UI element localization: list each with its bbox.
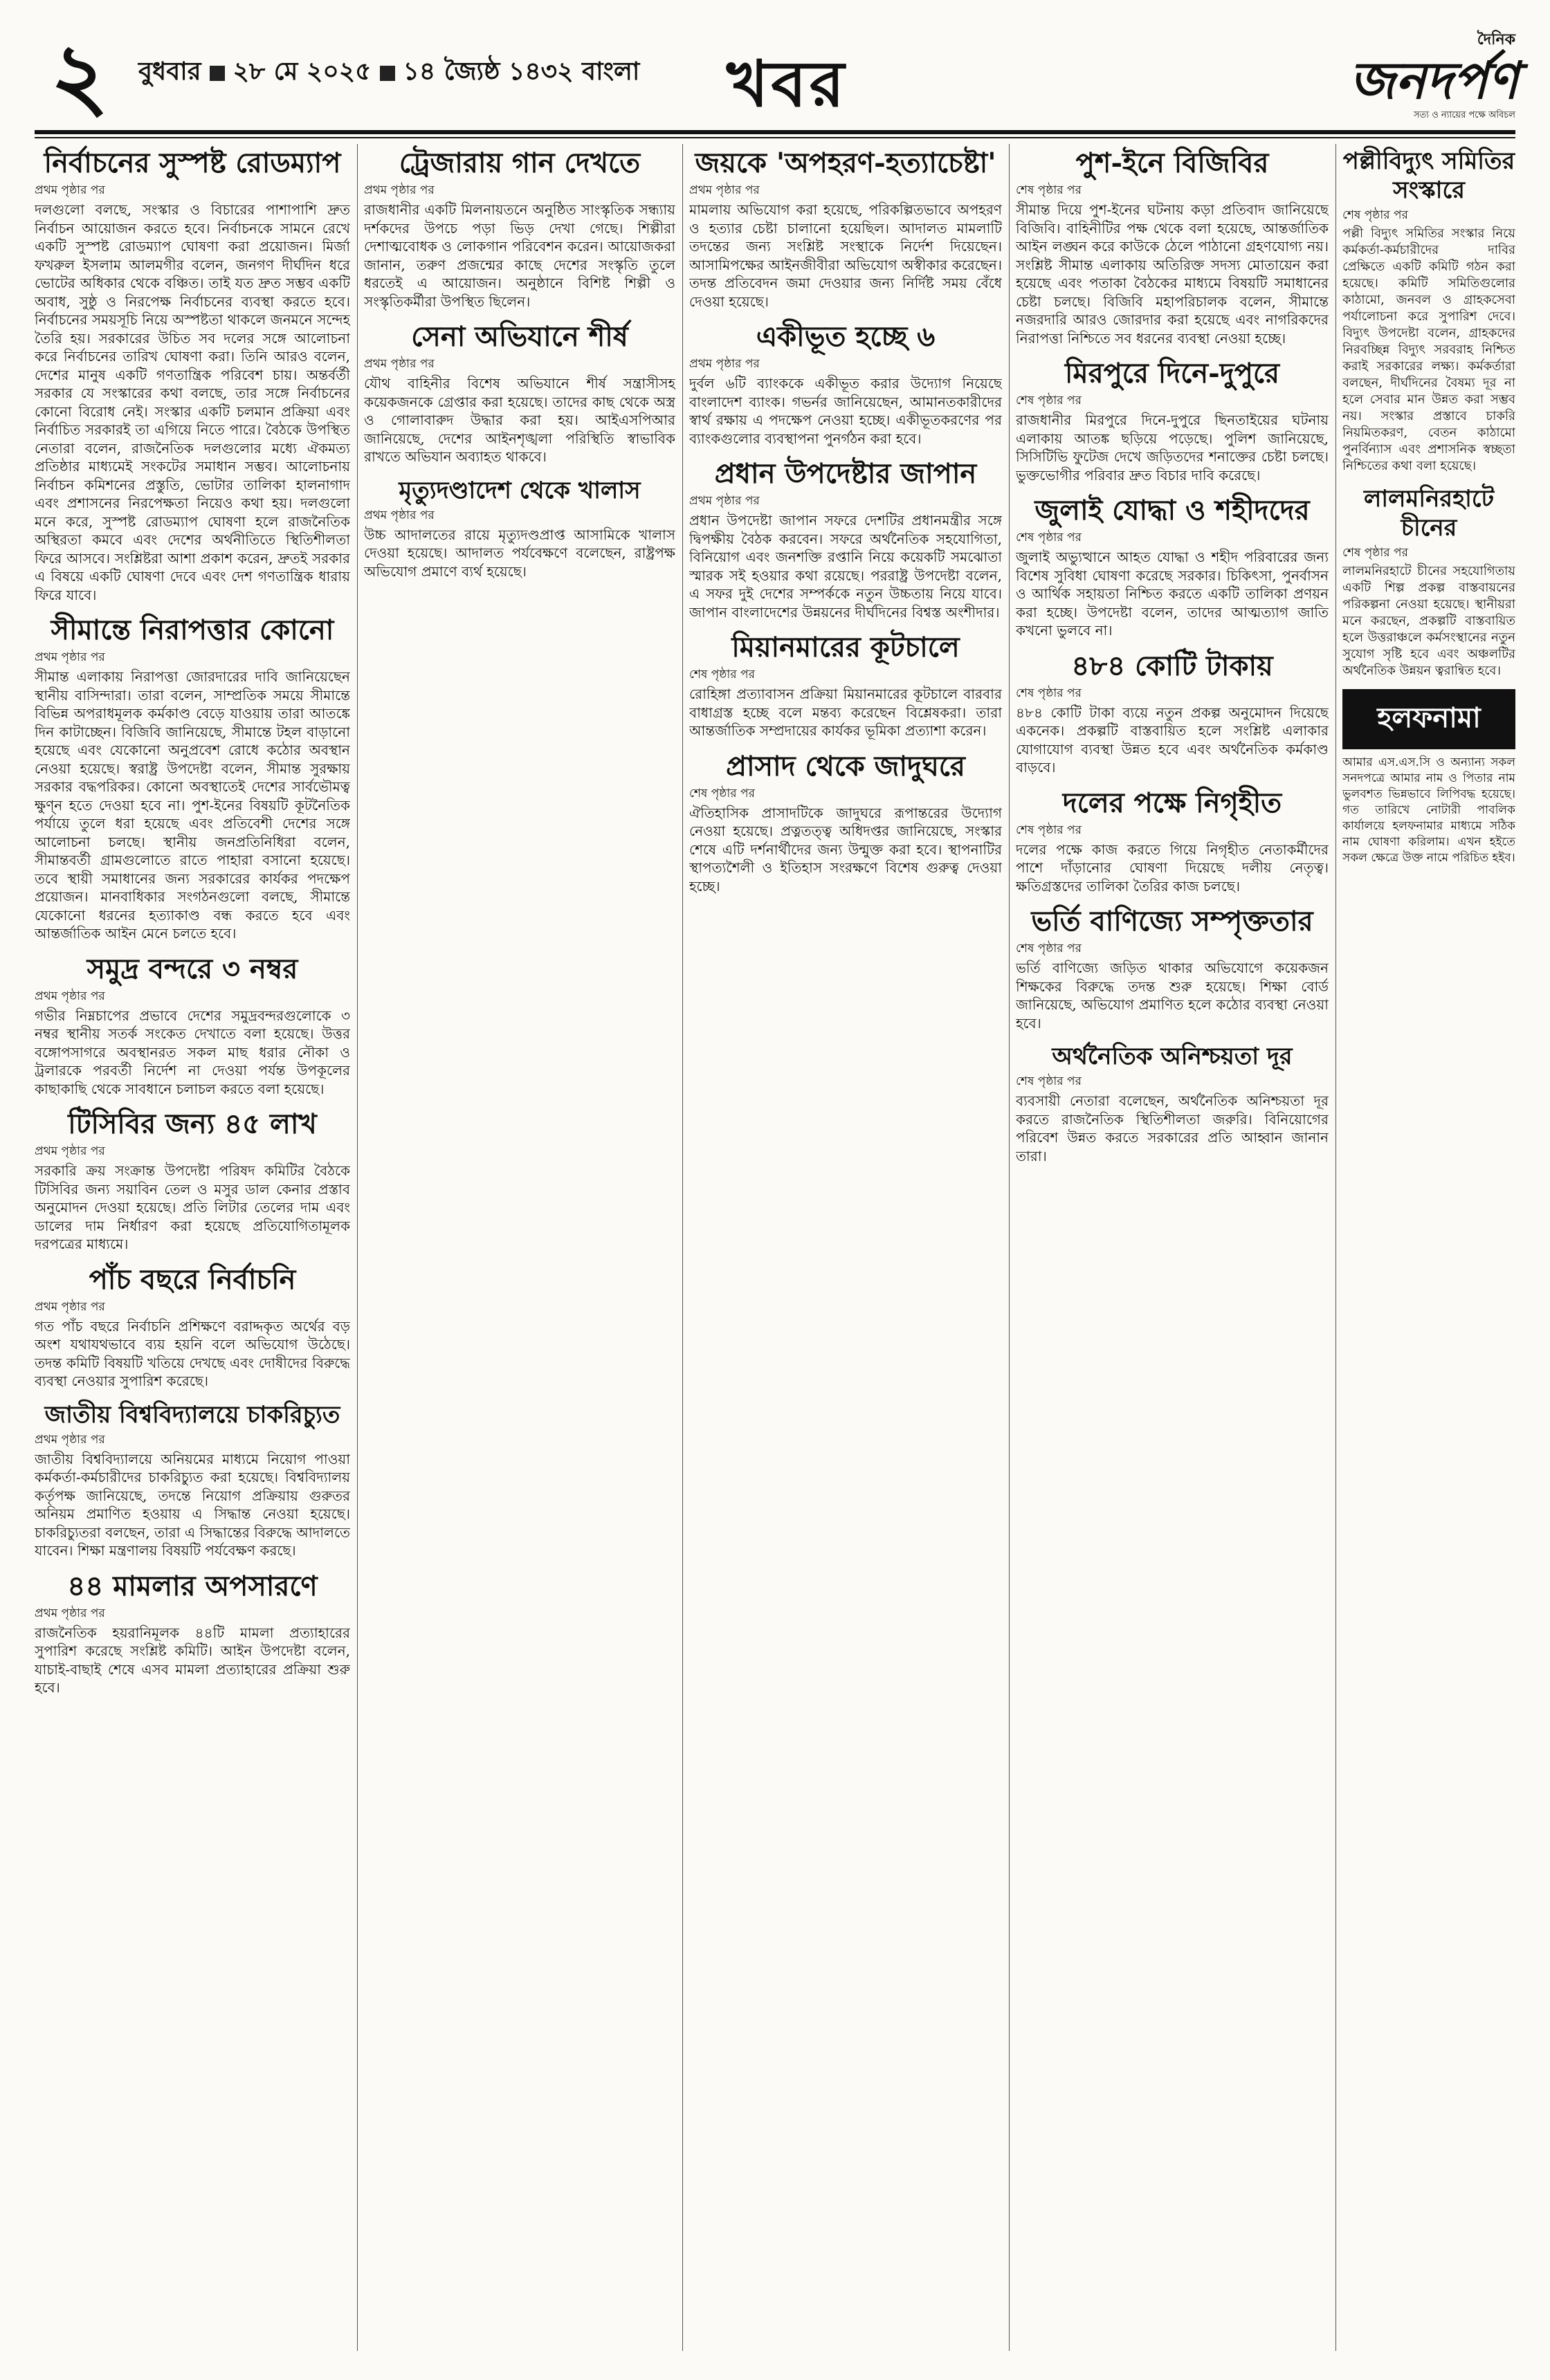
headline: জাতীয় বিশ্ববিদ্যালয়ে চাকরিচ্যুত <box>44 1400 340 1429</box>
story-body: পল্লী বিদ্যুৎ সমিতির সংস্কার নিয়ে কর্মকর্তা-কর্মচারীদের দাবির প্রেক্ষিতে একটি কমিটি গঠন করা হয়েছে। কমিটি সমিতিগুলোর কাঠামো, জনবল ও গ্রাহকসেবা পর্যালোচনা করে সুপারিশ দেবে। বিদ্যুৎ উপদেষ্টা বলেন, গ্রাহকদের নিরবচ্ছিন্ন বিদ্যুৎ সরবরাহ নিশ্চিত করাই সরকারের লক্ষ্য। কর্মকর্তারা বলছেন, দীর্ঘদিনের বৈষম্য দূর না হলে সেবার মান উন্নত করা সম্ভব নয়। সংস্কার প্রস্তাবে চাকরি নিয়মিতকরণ, বেতন কাঠামো পুনর্বিন্যাস এবং প্রশাসনিক স্বচ্ছতা নিশ্চিতের কথা বলা হয়েছে। <box>1342 226 1515 473</box>
continuation-label: প্রথম পৃষ্ঠার পর <box>689 494 760 508</box>
column-5 <box>1342 144 1515 2351</box>
logo-big: জনদর্পণ <box>1349 51 1519 111</box>
column-divider <box>1009 144 1010 2351</box>
separator-square-icon <box>210 66 225 81</box>
continuation-label: শেষ পৃষ্ঠার পর <box>1016 531 1082 544</box>
section-title: খবর <box>727 46 848 121</box>
story-body: গভীর নিম্নচাপের প্রভাবে দেশের সমুদ্রবন্দরগুলোকে ৩ নম্বর স্থানীয় সতর্ক সংকেত দেখাতে বলা হয়েছে। উত্তর বঙ্গোপসাগরে অবস্থানরত সকল মাছ ধরার নৌকা ও ট্রলারকে পরবর্তী নির্দেশ না দেওয়া পর্যন্ত উপকূলের কাছাকাছি থেকে সাবধানে চলাচল করতে বলা হয়েছে। <box>35 1007 350 1097</box>
story-july[interactable] <box>1016 494 1329 640</box>
continuation-label: শেষ পৃষ্ঠার পর <box>689 668 755 681</box>
headline: জুলাই যোদ্ধা ও শহীদদের <box>1034 494 1310 527</box>
story-body: জাতীয় বিশ্ববিদ্যালয়ে অনিয়মের মাধ্যমে নিয়োগ পাওয়া কর্মকর্তা-কর্মচারীদের চাকরিচ্যুত করা হয়েছে। বিশ্ববিদ্যালয় কর্তৃপক্ষ জানিয়েছে, তদন্তে নিয়োগ প্রক্রিয়ায় গুরুতর অনিয়ম প্রমাণিত হওয়ায় এ সিদ্ধান্ত নেওয়া হয়েছে। চাকরিচ্যুতরা বলছেন, তারা এ সিদ্ধান্তের বিরুদ্ধে আদালতে যাবেন। শিক্ষা মন্ত্রণালয় বিষয়টি পর্যবেক্ষণ করছে। <box>35 1450 350 1559</box>
continuation-label: প্রথম পৃষ্ঠার পর <box>35 1432 105 1447</box>
continuation-label: প্রথম পৃষ্ঠার পর <box>364 508 435 522</box>
headline: টিসিবির জন্য ৪৫ লাখ <box>68 1108 317 1140</box>
continuation-label: শেষ পৃষ্ঠার পর <box>1016 686 1082 700</box>
date-bangla: ১৪ জ্যৈষ্ঠ ১৪৩২ বাংলা <box>403 57 640 86</box>
headline: জয়কে 'অপহরণ-হত্যাচেষ্টা' <box>695 147 996 179</box>
headline: সেনা অভিযানে শীর্ষ <box>411 320 628 353</box>
story-body: ব্যবসায়ী নেতারা বলেছেন, অর্থনৈতিক অনিশ্চয়তা দূর করতে রাজনৈতিক স্থিতিশীলতা জরুরি। বিনিয়োগের পরিবেশ উন্নত করতে সরকারের প্রতি আহ্বান জানান তারা। <box>1016 1092 1329 1164</box>
column-divider <box>682 144 683 2351</box>
story-death-sentence[interactable] <box>364 476 675 581</box>
headline: একীভূত হচ্ছে ৬ <box>756 320 936 353</box>
masthead-rule <box>35 130 1515 134</box>
headline: প্রাসাদ থেকে জাদুঘরে <box>726 749 965 782</box>
column-4 <box>1016 144 1329 2351</box>
story-body: জুলাই অভ্যুত্থানে আহত যোদ্ধা ও শহীদ পরিবারের জন্য বিশেষ সুবিধা ঘোষণা করেছে সরকার। চিকিৎসা, পুনর্বাসন ও আর্থিক সহায়তা নিশ্চিত করতে একটি তালিকা প্রণয়ন করা হচ্ছে। উপদেষ্টা বলেন, তাদের আত্মত্যাগ জাতি কখনো ভুলবে না। <box>1016 549 1329 639</box>
column-divider <box>1335 144 1336 2351</box>
story-university[interactable] <box>35 1400 350 1560</box>
issue-date <box>138 53 639 94</box>
story-body: লালমনিরহাটে চীনের সহযোগিতায় একটি শিল্প প্রকল্প বাস্তবায়নের পরিকল্পনা নেওয়া হয়েছে। স্থানীয়রা মনে করছেন, প্রকল্পটি বাস্তবায়িত হলে উত্তরাঞ্চলে কর্মসংস্থানের নতুন সুযোগ সৃষ্টি হবে এবং অঞ্চলটির অর্থনৈতিক উন্নয়ন ত্বরান্বিত হবে। <box>1342 564 1515 678</box>
headline: অর্থনৈতিক অনিশ্চয়তা দূর <box>1052 1043 1293 1070</box>
continuation-label: প্রথম পৃষ্ঠার পর <box>35 989 105 1003</box>
story-roadmap[interactable] <box>35 147 350 604</box>
headline: সীমান্তে নিরাপত্তার কোনো <box>51 614 334 646</box>
story-five-years[interactable] <box>35 1263 350 1391</box>
continuation-label: শেষ পৃষ্ঠার পর <box>1016 823 1082 837</box>
continuation-label: প্রথম পৃষ্ঠার পর <box>35 1144 105 1158</box>
date-english: ২৮ মে ২০২৫ <box>232 57 372 86</box>
story-border[interactable] <box>35 614 350 943</box>
affidavit-header: হলফনামা <box>1342 689 1515 749</box>
story-killing[interactable] <box>689 147 1002 311</box>
story-chief-adviser[interactable] <box>689 457 1002 621</box>
story-palace[interactable] <box>689 750 1002 896</box>
story-economy[interactable] <box>1016 1042 1329 1165</box>
story-body: মামলায় অভিযোগ করা হয়েছে, পরিকল্পিতভাবে অপহরণ ও হত্যার চেষ্টা চালানো হয়েছিল। আদালত মামলাটি তদন্তের জন্য সংশ্লিষ্ট সংস্থাকে নির্দেশ দিয়েছেন। আসামিপক্ষের আইনজীবীরা অভিযোগ অস্বীকার করেছেন। তদন্ত প্রতিবেদন জমা দেওয়ার জন্য নির্দিষ্ট সময় বেঁধে দেওয়া হয়েছে। <box>689 201 1002 310</box>
story-crore[interactable] <box>1016 650 1329 777</box>
story-rural-electricity[interactable] <box>1342 147 1515 475</box>
story-body: সীমান্ত দিয়ে পুশ-ইনের ঘটনায় কড়া প্রতিবাদ জানিয়েছে বিজিবি। বাহিনীটির পক্ষ থেকে বলা হয়েছে, আন্তর্জাতিক আইন লঙ্ঘন করে কাউকে ঠেলে পাঠানো গ্রহণযোগ্য নয়। সংশ্লিষ্ট সীমান্ত এলাকায় অতিরিক্ত সদস্য মোতায়েন করা হয়েছে এবং পতাকা বৈঠকের মাধ্যমে বিষয়টি সমাধানের চেষ্টা চলছে। বিজিবি মহাপরিচালক বলেন, সীমান্তে নজরদারি আরও জোরদার করা হয়েছে এবং নাগরিকদের নিরাপত্তা নিশ্চিতে সব ধরনের ব্যবস্থা নেওয়া হচ্ছে। <box>1016 201 1329 347</box>
logo-slogan: সত্য ও ন্যায়ের পক্ষে অবিচল <box>1413 110 1515 120</box>
story-sea[interactable] <box>35 953 350 1099</box>
headline: পাঁচ বছরে নির্বাচনি <box>89 1263 296 1296</box>
headline: ভর্তি বাণিজ্যে সম্পৃক্ততার <box>1031 905 1313 937</box>
headline: পুশ-ইনে বিজিবির <box>1075 147 1269 179</box>
story-mirpur[interactable] <box>1016 357 1329 484</box>
continuation-label: প্রথম পৃষ্ঠার পর <box>35 650 105 664</box>
continuation-label: শেষ পৃষ্ঠার পর <box>1016 1074 1082 1088</box>
story-body: রাজধানীর একটি মিলনায়তনে অনুষ্ঠিত সাংস্কৃতিক সন্ধ্যায় দর্শকদের উপচে পড়া ভিড় দেখা গেছে। শিল্পীরা দেশাত্মবোধক ও লোকগান পরিবেশন করেন। আয়োজকরা জানান, তরুণ প্রজন্মের কাছে দেশের সংস্কৃতি তুলে ধরতেই এ আয়োজন। অনুষ্ঠানে বিশিষ্ট শিল্পী ও সংস্কৃতিকর্মীরা উপস্থিত ছিলেন। <box>364 201 675 310</box>
story-body: উচ্চ আদালতের রায়ে মৃত্যুদণ্ডপ্রাপ্ত আসামিকে খালাস দেওয়া হয়েছে। আদালত পর্যবেক্ষণে বলেছেন, রাষ্ট্রপক্ষ অভিযোগ প্রমাণে ব্যর্থ হয়েছে। <box>364 526 675 580</box>
story-lalmonirhat[interactable] <box>1342 484 1515 679</box>
story-body: গত পাঁচ বছরে নির্বাচনি প্রশিক্ষণে বরাদ্দকৃত অর্থের বড় অংশ যথাযথভাবে ব্যয় হয়নি বলে অভিযোগ উঠেছে। তদন্ত কমিটি বিষয়টি খতিয়ে দেখছে এবং দোষীদের বিরুদ্ধে ব্যবস্থা নেওয়ার সুপারিশ করেছে। <box>35 1317 350 1389</box>
story-body: প্রধান উপদেষ্টা জাপান সফরে দেশটির প্রধানমন্ত্রীর সঙ্গে দ্বিপক্ষীয় বৈঠক করবেন। সফরে অর্থনৈতিক সহযোগিতা, বিনিয়োগ এবং জনশক্তি রপ্তানি নিয়ে কয়েকটি সমঝোতা স্মারক সই হওয়ার কথা রয়েছে। পররাষ্ট্র উপদেষ্টা বলেন, এ সফর দুই দেশের সম্পর্ককে নতুন উচ্চতায় নিয়ে যাবে। জাপান বাংলাদেশের উন্নয়নের দীর্ঘদিনের বিশ্বস্ত অংশীদার। <box>689 512 1002 621</box>
continuation-label: শেষ পৃষ্ঠার পর <box>689 786 755 800</box>
date-day: বুধবার <box>138 57 201 86</box>
story-army[interactable] <box>364 320 675 466</box>
page-number: ২ <box>50 23 109 129</box>
affidavit-body: আমার এস.এস.সি ও অন্যান্য সকল সনদপত্রে আমার নাম ও পিতার নাম ভুলবশত ভিন্নভাবে লিপিবদ্ধ হয়েছে। গত তারিখে নোটারী পাবলিক কার্যালয়ে হলফনামার মাধ্যমে সঠিক নাম ঘোষণা করিলাম। এখন হইতে সকল ক্ষেত্রে উক্ত নামে পরিচিত হইব। <box>1342 756 1515 865</box>
continuation-label: প্রথম পৃষ্ঠার পর <box>689 183 760 197</box>
continuation-label: প্রথম পৃষ্ঠার পর <box>364 183 435 197</box>
column-1 <box>35 144 350 2351</box>
headline: নির্বাচনের সুস্পষ্ট রোডম্যাপ <box>44 147 341 179</box>
continuation-label: শেষ পৃষ্ঠার পর <box>1342 208 1408 222</box>
headline: মৃত্যুদণ্ডাদেশ থেকে খালাস <box>399 476 641 504</box>
story-body: দুর্বল ৬টি ব্যাংককে একীভূত করার উদ্যোগ নিয়েছে বাংলাদেশ ব্যাংক। গভর্নর জানিয়েছেন, আমানতকারীদের স্বার্থ রক্ষায় এ পদক্ষেপ নেওয়া হচ্ছে। একীভূতকরণের পর ব্যাংকগুলোর ব্যবস্থাপনা পুনর্গঠন করা হবে। <box>689 375 1002 447</box>
story-body: সরকারি ক্রয় সংক্রান্ত উপদেষ্টা পরিষদ কমিটির বৈঠকে টিসিবির জন্য সয়াবিন তেল ও মসুর ডাল কেনার প্রস্তাব অনুমোদন দেওয়া হয়েছে। প্রতি লিটার তেলের দাম এবং ডালের দাম নির্ধারণ করা হয়েছে প্রতিযোগিতামূলক দরপত্রের মাধ্যমে। <box>35 1162 350 1252</box>
story-body: ভর্তি বাণিজ্যে জড়িত থাকার অভিযোগে কয়েকজন শিক্ষকের বিরুদ্ধে তদন্ত শুরু হয়েছে। শিক্ষা বোর্ড জানিয়েছে, অভিযোগ প্রমাণিত হলে কঠোর ব্যবস্থা নেওয়া হবে। <box>1016 960 1329 1032</box>
story-tcb[interactable] <box>35 1108 350 1254</box>
story-cases[interactable] <box>35 1570 350 1697</box>
story-body: যৌথ বাহিনীর বিশেষ অভিযানে শীর্ষ সন্ত্রাসীসহ কয়েকজনকে গ্রেপ্তার করা হয়েছে। তাদের কাছ থেকে অস্ত্র ও গোলাবারুদ উদ্ধার করা হয়। আইএসপিআর জানিয়েছে, দেশের আইনশৃঙ্খলা পরিস্থিতি স্বাভাবিক রাখতে অভিযান অব্যাহত থাকবে। <box>364 375 675 465</box>
logo-small: দৈনিক <box>1477 30 1515 48</box>
continuation-label: শেষ পৃষ্ঠার পর <box>1342 546 1408 560</box>
column-divider <box>357 144 358 2351</box>
headline: মিরপুরে দিনে-দুপুরে <box>1064 357 1280 390</box>
continuation-label: শেষ পৃষ্ঠার পর <box>1016 183 1082 197</box>
continuation-label: প্রথম পৃষ্ঠার পর <box>35 1299 105 1314</box>
story-admission[interactable] <box>1016 905 1329 1032</box>
story-merge[interactable] <box>689 320 1002 448</box>
story-body: ৪৮৪ কোটি টাকা ব্যয়ে নতুন প্রকল্প অনুমোদন দিয়েছে একনেক। প্রকল্পটি বাস্তবায়িত হলে সংশ্লিষ্ট এলাকার যোগাযোগ ব্যবস্থা উন্নত হবে এবং অর্থনৈতিক কর্মকাণ্ড বাড়বে। <box>1016 704 1329 776</box>
headline: ৪৪ মামলার অপসারণে <box>67 1569 318 1602</box>
continuation-label: শেষ পৃষ্ঠার পর <box>1016 942 1082 955</box>
headline: সমুদ্র বন্দরে ৩ নম্বর <box>86 952 298 985</box>
headline: লালমনিরহাটে চীনের <box>1363 485 1495 542</box>
continuation-label: প্রথম পৃষ্ঠার পর <box>364 357 435 371</box>
headline: পল্লীবিদ্যুৎ সমিতির সংস্কারে <box>1342 147 1515 204</box>
headline: ট্রেজারায় গান দেখতে <box>399 147 641 179</box>
continuation-label: শেষ পৃষ্ঠার পর <box>1016 394 1082 408</box>
story-body: রাজনৈতিক হয়রানিমূলক ৪৪টি মামলা প্রত্যাহারের সুপারিশ করেছে সংশ্লিষ্ট কমিটি। আইন উপদেষ্টা বলেন, যাচাই-বাছাই শেষে এসব মামলা প্রত্যাহারের প্রক্রিয়া শুরু হবে। <box>35 1624 350 1696</box>
story-body: দলের পক্ষে কাজ করতে গিয়ে নিগৃহীত নেতাকর্মীদের পাশে দাঁড়ানোর ঘোষণা দিয়েছে দলীয় নেতৃত্ব। ক্ষতিগ্রস্তদের তালিকা তৈরির কাজ চলছে। <box>1016 841 1329 895</box>
continuation-label: প্রথম পৃষ্ঠার পর <box>35 183 105 197</box>
story-party[interactable] <box>1016 787 1329 896</box>
separator-square-icon <box>380 66 395 81</box>
story-body: রোহিঙ্গা প্রত্যাবাসন প্রক্রিয়া মিয়ানমারের কূটচালে বারবার বাধাগ্রস্ত হচ্ছে বলে মন্তব্য করেছেন বিশ্লেষকরা। তারা আন্তর্জাতিক সম্প্রদায়ের কার্যকর ভূমিকা প্রত্যাশা করেন। <box>689 686 1002 739</box>
story-body: দলগুলো বলছে, সংস্কার ও বিচারের পাশাপাশি দ্রুত নির্বাচন আয়োজন করতে হবে। নির্বাচনকে সামনে রেখে একটি সুস্পষ্ট রোডম্যাপ ঘোষণা করা প্রয়োজন। মির্জা ফখরুল ইসলাম আলমগীর বলেন, জনগণ দীর্ঘদিন ধরে ভোটের অধিকার থেকে বঞ্চিত। তাই যত দ্রুত সম্ভব একটি অবাধ, সুষ্ঠু ও নিরপেক্ষ নির্বাচনের ব্যবস্থা করতে হবে। নির্বাচনের সময়সূচি নিয়ে অস্পষ্টতা থাকলে জনমনে সন্দেহ তৈরি হয়। সরকারের উচিত সব দলের সঙ্গে আলোচনা করে নির্বাচনের তারিখ ঘোষণা করা। তিনি আরও বলেন, দেশের মানুষ একটি গণতান্ত্রিক পরিবেশ চায়। অন্তর্বর্তী সরকার যে সংস্কারের কথা বলছে, তার সঙ্গে নির্বাচনের কোনো বিরোধ নেই। সংস্কার একটি চলমান প্রক্রিয়া এবং নির্বাচিত সরকারই তা এগিয়ে নিতে পারে। বৈঠকে উপস্থিত নেতারা বলেন, রাজনৈতিক দলগুলোর মধ্যে ঐকমত্য প্রতিষ্ঠার মাধ্যমেই সংকটের সমাধান সম্ভব। আলোচনায় নির্বাচন কমিশনের প্রস্তুতি, ভোটার তালিকা হালনাগাদ এবং প্রশাসনের নিরপেক্ষতা নিয়েও কথা হয়। দলগুলো মনে করে, সুস্পষ্ট রোডম্যাপ ঘোষণা হলে রাজনৈতিক অস্থিরতা কমবে এবং দেশের অর্থনীতিতে স্থিতিশীলতা ফিরে আসবে। সংশ্লিষ্টরা আশা প্রকাশ করেন, দ্রুতই সরকার এ বিষয়ে একটি ঘোষণা দেবে এবং দেশ গণতান্ত্রিক ধারায় ফিরে যাবে। <box>35 201 350 603</box>
newspaper-logo <box>1349 28 1519 125</box>
masthead-rule-thin <box>35 137 1515 138</box>
headline: ৪৮৪ কোটি টাকায় <box>1071 649 1273 682</box>
story-song[interactable] <box>364 147 675 311</box>
story-myanmar[interactable] <box>689 631 1002 740</box>
continuation-label: প্রথম পৃষ্ঠার পর <box>35 1606 105 1620</box>
story-pushin[interactable] <box>1016 147 1329 347</box>
headline: প্রধান উপদেষ্টার জাপান <box>714 457 977 490</box>
masthead <box>35 23 1519 129</box>
headline: মিয়ানমারের কূটচালে <box>731 631 960 663</box>
story-body: ঐতিহাসিক প্রাসাদটিকে জাদুঘরে রূপান্তরের উদ্যোগ নেওয়া হয়েছে। প্রত্নতত্ত্ব অধিদপ্তর জানিয়েছে, সংস্কার শেষে এটি দর্শনার্থীদের জন্য উন্মুক্ত করা হবে। স্থাপনাটির স্থাপত্যশৈলী ও ইতিহাস সংরক্ষণে বিশেষ গুরুত্ব দেওয়া হচ্ছে। <box>689 804 1002 895</box>
headline: দলের পক্ষে নিগৃহীত <box>1062 786 1282 819</box>
continuation-label: প্রথম পৃষ্ঠার পর <box>689 357 760 371</box>
story-body: সীমান্ত এলাকায় নিরাপত্তা জোরদারের দাবি জানিয়েছেন স্থানীয় বাসিন্দারা। তারা বলেন, সাম্প্রতিক সময়ে সীমান্তে বিভিন্ন অপরাধমূলক কর্মকাণ্ড বেড়ে যাওয়ায় তারা আতঙ্কে দিন কাটাচ্ছেন। বিজিবি জানিয়েছে, সীমান্তে টহল বাড়ানো হয়েছে এবং যেকোনো অনুপ্রবেশ রোধে কঠোর অবস্থান নেওয়া হয়েছে। স্বরাষ্ট্র উপদেষ্টা বলেন, সীমান্ত সুরক্ষায় সরকার বদ্ধপরিকর। কোনো অবস্থাতেই দেশের সার্বভৌমত্ব ক্ষুণ্ন হতে দেওয়া হবে না। পুশ-ইনের বিষয়টি কূটনৈতিক পর্যায়ে তুলে ধরা হয়েছে এবং প্রতিবেশী দেশের সঙ্গে আলোচনা চলছে। স্থানীয় জনপ্রতিনিধিরা বলেন, সীমান্তবর্তী গ্রামগুলোতে রাতে পাহারা বসানো হয়েছে। তবে স্থায়ী সমাধানের জন্য সরকারের কার্যকর পদক্ষেপ প্রয়োজন। মানবাধিকার সংগঠনগুলো বলছে, সীমান্তে যেকোনো ধরনের হত্যাকাণ্ড বন্ধ করতে হবে এবং আন্তর্জাতিক আইন মেনে চলতে হবে। <box>35 668 350 942</box>
column-2 <box>364 144 675 2351</box>
story-body: রাজধানীর মিরপুরে দিনে-দুপুরে ছিনতাইয়ের ঘটনায় এলাকায় আতঙ্ক ছড়িয়ে পড়েছে। পুলিশ জানিয়েছে, সিসিটিভি ফুটেজ দেখে জড়িতদের শনাক্তের চেষ্টা চলছে। ভুক্তভোগীর পরিবার দ্রুত বিচার দাবি করেছে। <box>1016 412 1329 484</box>
column-3 <box>689 144 1002 2351</box>
